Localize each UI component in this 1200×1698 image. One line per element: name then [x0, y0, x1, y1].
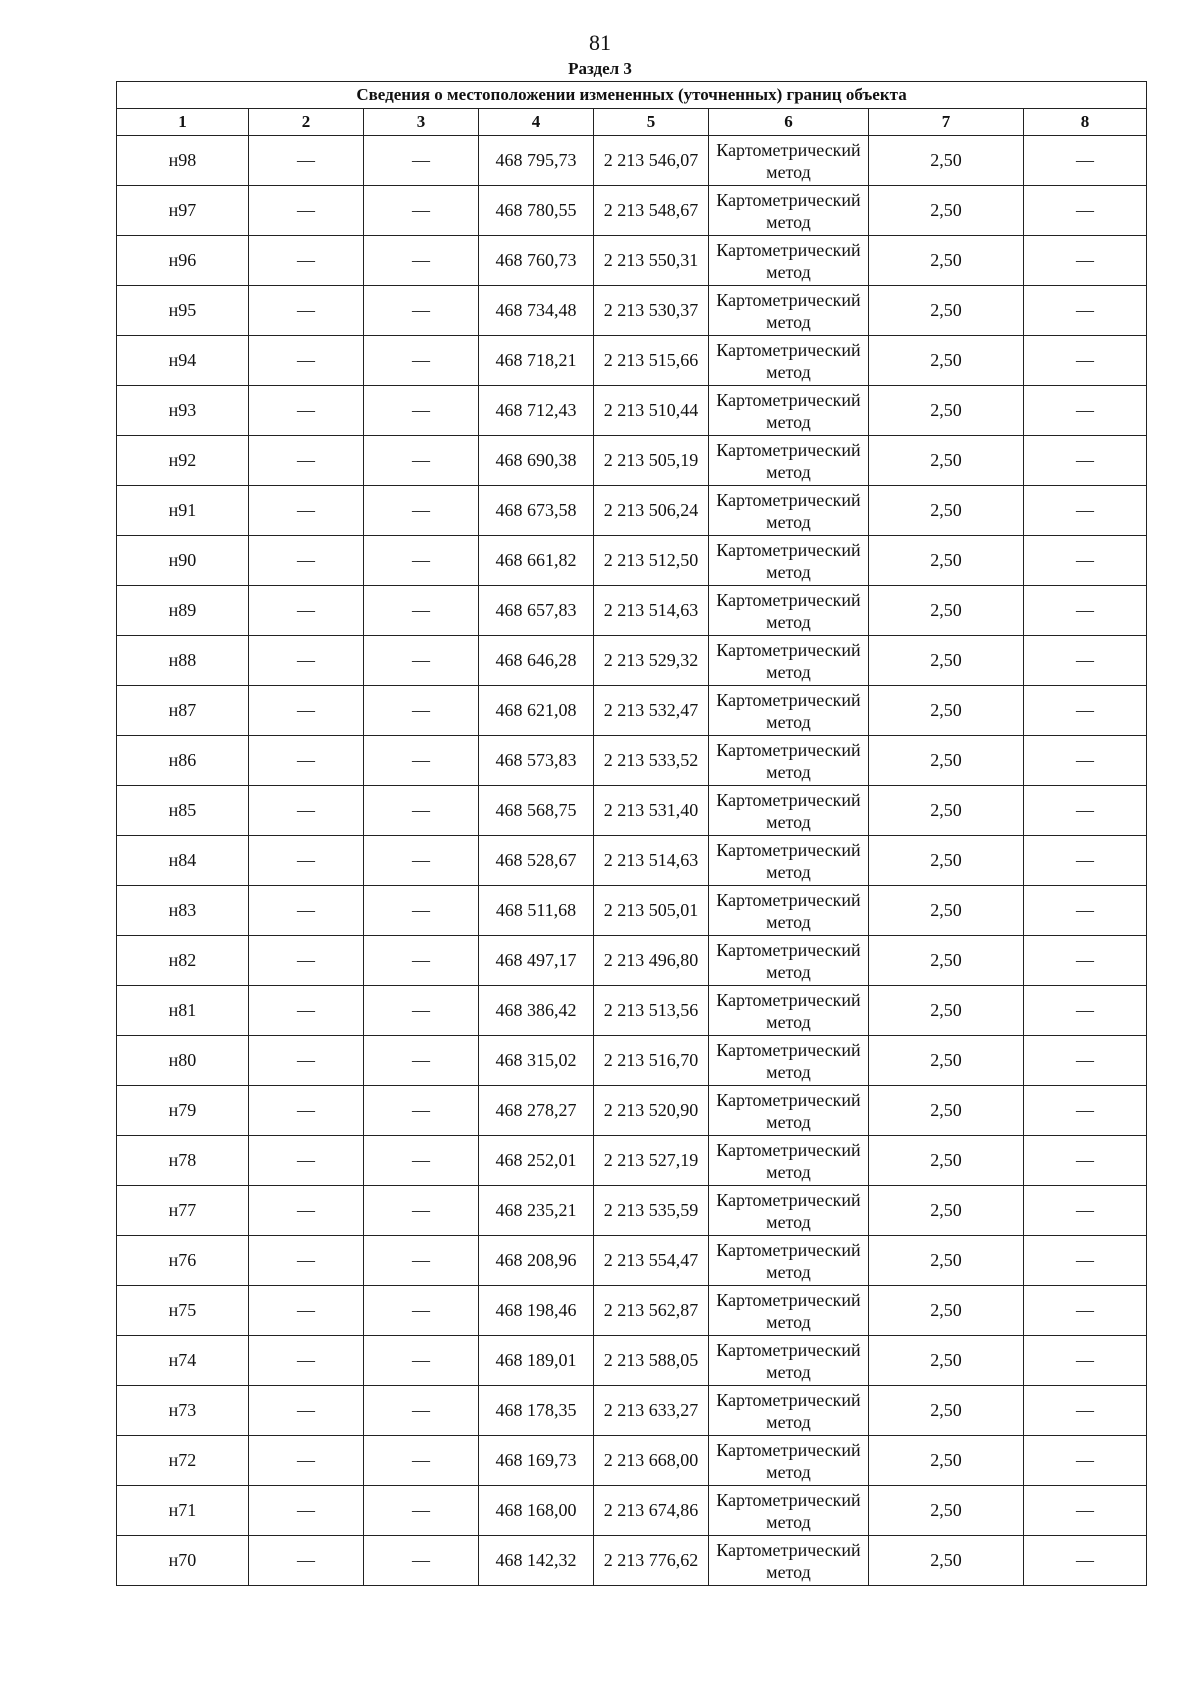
- accuracy-cell: 2,50: [869, 736, 1024, 786]
- accuracy-cell: 2,50: [869, 786, 1024, 836]
- empty-cell: —: [364, 586, 479, 636]
- empty-cell: —: [364, 836, 479, 886]
- empty-cell: —: [249, 936, 364, 986]
- accuracy-cell: 2,50: [869, 286, 1024, 336]
- accuracy-cell: 2,50: [869, 1486, 1024, 1536]
- empty-cell: —: [364, 686, 479, 736]
- coordinates-table: [116, 81, 1147, 1586]
- empty-cell: —: [249, 636, 364, 686]
- x-coordinate-cell: 468 497,17: [479, 936, 594, 986]
- empty-cell: —: [249, 1186, 364, 1236]
- y-coordinate-cell: 2 213 548,67: [594, 186, 709, 236]
- method-cell: Картометрический метод: [709, 786, 869, 836]
- accuracy-cell: 2,50: [869, 386, 1024, 436]
- accuracy-cell: 2,50: [869, 1436, 1024, 1486]
- method-cell: Картометрический метод: [709, 636, 869, 686]
- y-coordinate-cell: 2 213 516,70: [594, 1036, 709, 1086]
- accuracy-cell: 2,50: [869, 536, 1024, 586]
- column-number: 4: [479, 109, 594, 136]
- accuracy-cell: 2,50: [869, 136, 1024, 186]
- method-cell: Картометрический метод: [709, 936, 869, 986]
- point-cell: н91: [117, 486, 249, 536]
- accuracy-cell: 2,50: [869, 986, 1024, 1036]
- x-coordinate-cell: 468 780,55: [479, 186, 594, 236]
- empty-cell: —: [364, 186, 479, 236]
- empty-cell: —: [1024, 436, 1147, 486]
- x-coordinate-cell: 468 718,21: [479, 336, 594, 386]
- x-coordinate-cell: 468 235,21: [479, 1186, 594, 1236]
- x-coordinate-cell: 468 528,67: [479, 836, 594, 886]
- table-row: [117, 1386, 1147, 1436]
- empty-cell: —: [249, 536, 364, 586]
- table-row: [117, 636, 1147, 686]
- empty-cell: —: [364, 886, 479, 936]
- y-coordinate-cell: 2 213 531,40: [594, 786, 709, 836]
- empty-cell: —: [364, 536, 479, 586]
- accuracy-cell: 2,50: [869, 336, 1024, 386]
- x-coordinate-cell: 468 690,38: [479, 436, 594, 486]
- empty-cell: —: [364, 636, 479, 686]
- y-coordinate-cell: 2 213 512,50: [594, 536, 709, 586]
- method-cell: Картометрический метод: [709, 486, 869, 536]
- empty-cell: —: [364, 486, 479, 536]
- accuracy-cell: 2,50: [869, 186, 1024, 236]
- accuracy-cell: 2,50: [869, 1286, 1024, 1336]
- section-title: Раздел 3: [568, 59, 632, 78]
- empty-cell: —: [249, 1286, 364, 1336]
- point-cell: н80: [117, 1036, 249, 1086]
- y-coordinate-cell: 2 213 776,62: [594, 1536, 709, 1586]
- table-row: [117, 1136, 1147, 1186]
- accuracy-cell: 2,50: [869, 1086, 1024, 1136]
- empty-cell: —: [249, 486, 364, 536]
- column-number: 3: [364, 109, 479, 136]
- x-coordinate-cell: 468 573,83: [479, 736, 594, 786]
- table-row: [117, 1236, 1147, 1286]
- empty-cell: —: [249, 736, 364, 786]
- empty-cell: —: [1024, 486, 1147, 536]
- method-cell: Картометрический метод: [709, 236, 869, 286]
- accuracy-cell: 2,50: [869, 1036, 1024, 1086]
- y-coordinate-cell: 2 213 514,63: [594, 836, 709, 886]
- table-row: [117, 1286, 1147, 1336]
- table-row: [117, 886, 1147, 936]
- x-coordinate-cell: 468 142,32: [479, 1536, 594, 1586]
- y-coordinate-cell: 2 213 562,87: [594, 1286, 709, 1336]
- empty-cell: —: [249, 886, 364, 936]
- y-coordinate-cell: 2 213 506,24: [594, 486, 709, 536]
- empty-cell: —: [249, 786, 364, 836]
- method-cell: Картометрический метод: [709, 1286, 869, 1336]
- x-coordinate-cell: 468 646,28: [479, 636, 594, 686]
- table-row: [117, 586, 1147, 636]
- empty-cell: —: [364, 1486, 479, 1536]
- y-coordinate-cell: 2 213 588,05: [594, 1336, 709, 1386]
- point-cell: н82: [117, 936, 249, 986]
- empty-cell: —: [1024, 386, 1147, 436]
- point-cell: н74: [117, 1336, 249, 1386]
- empty-cell: —: [249, 336, 364, 386]
- empty-cell: —: [364, 336, 479, 386]
- accuracy-cell: 2,50: [869, 686, 1024, 736]
- table-row: [117, 1186, 1147, 1236]
- y-coordinate-cell: 2 213 532,47: [594, 686, 709, 736]
- empty-cell: —: [364, 1436, 479, 1486]
- empty-cell: —: [1024, 1386, 1147, 1436]
- point-cell: н77: [117, 1186, 249, 1236]
- table-row: [117, 236, 1147, 286]
- y-coordinate-cell: 2 213 513,56: [594, 986, 709, 1036]
- empty-cell: —: [249, 1236, 364, 1286]
- empty-cell: —: [364, 1136, 479, 1186]
- y-coordinate-cell: 2 213 674,86: [594, 1486, 709, 1536]
- y-coordinate-cell: 2 213 550,31: [594, 236, 709, 286]
- accuracy-cell: 2,50: [869, 1186, 1024, 1236]
- point-cell: н93: [117, 386, 249, 436]
- y-coordinate-cell: 2 213 514,63: [594, 586, 709, 636]
- page-number: 81: [589, 30, 611, 55]
- empty-cell: —: [249, 1386, 364, 1436]
- method-cell: Картометрический метод: [709, 436, 869, 486]
- y-coordinate-cell: 2 213 505,01: [594, 886, 709, 936]
- empty-cell: —: [249, 286, 364, 336]
- y-coordinate-cell: 2 213 668,00: [594, 1436, 709, 1486]
- accuracy-cell: 2,50: [869, 936, 1024, 986]
- table-row: [117, 486, 1147, 536]
- point-cell: н81: [117, 986, 249, 1036]
- empty-cell: —: [1024, 586, 1147, 636]
- column-number: 5: [594, 109, 709, 136]
- method-cell: Картометрический метод: [709, 736, 869, 786]
- empty-cell: —: [1024, 536, 1147, 586]
- empty-cell: —: [1024, 636, 1147, 686]
- empty-cell: —: [364, 1536, 479, 1586]
- empty-cell: —: [249, 1436, 364, 1486]
- empty-cell: —: [1024, 886, 1147, 936]
- column-number: 1: [117, 109, 249, 136]
- method-cell: Картометрический метод: [709, 386, 869, 436]
- table-row: [117, 686, 1147, 736]
- point-cell: н87: [117, 686, 249, 736]
- method-cell: Картометрический метод: [709, 1136, 869, 1186]
- empty-cell: —: [1024, 1336, 1147, 1386]
- empty-cell: —: [249, 186, 364, 236]
- empty-cell: —: [1024, 1486, 1147, 1536]
- accuracy-cell: 2,50: [869, 886, 1024, 936]
- empty-cell: —: [1024, 236, 1147, 286]
- table-row: [117, 336, 1147, 386]
- y-coordinate-cell: 2 213 554,47: [594, 1236, 709, 1286]
- table-title: Сведения о местоположении измененных (уточненных) границ объекта: [117, 82, 1147, 109]
- point-cell: н70: [117, 1536, 249, 1586]
- empty-cell: —: [249, 1136, 364, 1186]
- empty-cell: —: [249, 586, 364, 636]
- accuracy-cell: 2,50: [869, 636, 1024, 686]
- accuracy-cell: 2,50: [869, 236, 1024, 286]
- accuracy-cell: 2,50: [869, 486, 1024, 536]
- table-row: [117, 986, 1147, 1036]
- table-row: [117, 1086, 1147, 1136]
- x-coordinate-cell: 468 511,68: [479, 886, 594, 936]
- x-coordinate-cell: 468 208,96: [479, 1236, 594, 1286]
- y-coordinate-cell: 2 213 527,19: [594, 1136, 709, 1186]
- empty-cell: —: [249, 436, 364, 486]
- empty-cell: —: [249, 236, 364, 286]
- x-coordinate-cell: 468 712,43: [479, 386, 594, 436]
- point-cell: н90: [117, 536, 249, 586]
- x-coordinate-cell: 468 760,73: [479, 236, 594, 286]
- x-coordinate-cell: 468 568,75: [479, 786, 594, 836]
- method-cell: Картометрический метод: [709, 1386, 869, 1436]
- table-body: [117, 136, 1147, 1586]
- x-coordinate-cell: 468 189,01: [479, 1336, 594, 1386]
- method-cell: Картометрический метод: [709, 586, 869, 636]
- x-coordinate-cell: 468 657,83: [479, 586, 594, 636]
- empty-cell: —: [1024, 1136, 1147, 1186]
- method-cell: Картометрический метод: [709, 886, 869, 936]
- method-cell: Картометрический метод: [709, 1536, 869, 1586]
- point-cell: н76: [117, 1236, 249, 1286]
- empty-cell: —: [249, 1336, 364, 1386]
- y-coordinate-cell: 2 213 530,37: [594, 286, 709, 336]
- empty-cell: —: [1024, 986, 1147, 1036]
- method-cell: Картометрический метод: [709, 1236, 869, 1286]
- empty-cell: —: [249, 1086, 364, 1136]
- empty-cell: —: [1024, 1286, 1147, 1336]
- table-row: [117, 1536, 1147, 1586]
- method-cell: Картометрический метод: [709, 1486, 869, 1536]
- empty-cell: —: [364, 286, 479, 336]
- x-coordinate-cell: 468 169,73: [479, 1436, 594, 1486]
- empty-cell: —: [1024, 186, 1147, 236]
- x-coordinate-cell: 468 178,35: [479, 1386, 594, 1436]
- table-row: [117, 436, 1147, 486]
- point-cell: н84: [117, 836, 249, 886]
- column-number-row: [117, 109, 1147, 136]
- method-cell: Картометрический метод: [709, 836, 869, 886]
- y-coordinate-cell: 2 213 496,80: [594, 936, 709, 986]
- x-coordinate-cell: 468 252,01: [479, 1136, 594, 1186]
- point-cell: н75: [117, 1286, 249, 1336]
- empty-cell: —: [1024, 286, 1147, 336]
- x-coordinate-cell: 468 198,46: [479, 1286, 594, 1336]
- empty-cell: —: [1024, 1236, 1147, 1286]
- empty-cell: —: [364, 1386, 479, 1436]
- table-row: [117, 1486, 1147, 1536]
- table-row: [117, 1436, 1147, 1486]
- accuracy-cell: 2,50: [869, 1136, 1024, 1186]
- empty-cell: —: [364, 936, 479, 986]
- empty-cell: —: [1024, 836, 1147, 886]
- empty-cell: —: [249, 986, 364, 1036]
- table-row: [117, 1336, 1147, 1386]
- table-row: [117, 386, 1147, 436]
- x-coordinate-cell: 468 673,58: [479, 486, 594, 536]
- empty-cell: —: [364, 786, 479, 836]
- empty-cell: —: [249, 1036, 364, 1086]
- y-coordinate-cell: 2 213 515,66: [594, 336, 709, 386]
- x-coordinate-cell: 468 168,00: [479, 1486, 594, 1536]
- point-cell: н88: [117, 636, 249, 686]
- column-number: 2: [249, 109, 364, 136]
- method-cell: Картометрический метод: [709, 1436, 869, 1486]
- empty-cell: —: [249, 686, 364, 736]
- y-coordinate-cell: 2 213 510,44: [594, 386, 709, 436]
- x-coordinate-cell: 468 621,08: [479, 686, 594, 736]
- accuracy-cell: 2,50: [869, 1386, 1024, 1436]
- accuracy-cell: 2,50: [869, 1536, 1024, 1586]
- table-row: [117, 186, 1147, 236]
- column-number: 8: [1024, 109, 1147, 136]
- table-row: [117, 936, 1147, 986]
- accuracy-cell: 2,50: [869, 586, 1024, 636]
- empty-cell: —: [364, 386, 479, 436]
- empty-cell: —: [1024, 1436, 1147, 1486]
- accuracy-cell: 2,50: [869, 1236, 1024, 1286]
- method-cell: Картометрический метод: [709, 986, 869, 1036]
- point-cell: н83: [117, 886, 249, 936]
- empty-cell: —: [249, 386, 364, 436]
- empty-cell: —: [364, 436, 479, 486]
- x-coordinate-cell: 468 315,02: [479, 1036, 594, 1086]
- point-cell: н79: [117, 1086, 249, 1136]
- empty-cell: —: [1024, 1036, 1147, 1086]
- point-cell: н73: [117, 1386, 249, 1436]
- empty-cell: —: [364, 1036, 479, 1086]
- point-cell: н71: [117, 1486, 249, 1536]
- table-row: [117, 1036, 1147, 1086]
- method-cell: Картометрический метод: [709, 536, 869, 586]
- empty-cell: —: [1024, 736, 1147, 786]
- accuracy-cell: 2,50: [869, 836, 1024, 886]
- y-coordinate-cell: 2 213 520,90: [594, 1086, 709, 1136]
- x-coordinate-cell: 468 661,82: [479, 536, 594, 586]
- y-coordinate-cell: 2 213 546,07: [594, 136, 709, 186]
- point-cell: н98: [117, 136, 249, 186]
- empty-cell: —: [249, 136, 364, 186]
- empty-cell: —: [364, 1236, 479, 1286]
- empty-cell: —: [1024, 1186, 1147, 1236]
- point-cell: н72: [117, 1436, 249, 1486]
- table-row: [117, 286, 1147, 336]
- y-coordinate-cell: 2 213 505,19: [594, 436, 709, 486]
- point-cell: н89: [117, 586, 249, 636]
- x-coordinate-cell: 468 386,42: [479, 986, 594, 1036]
- empty-cell: —: [1024, 786, 1147, 836]
- x-coordinate-cell: 468 278,27: [479, 1086, 594, 1136]
- table-row: [117, 786, 1147, 836]
- empty-cell: —: [249, 1486, 364, 1536]
- y-coordinate-cell: 2 213 633,27: [594, 1386, 709, 1436]
- method-cell: Картометрический метод: [709, 286, 869, 336]
- point-cell: н85: [117, 786, 249, 836]
- table-row: [117, 536, 1147, 586]
- method-cell: Картометрический метод: [709, 686, 869, 736]
- empty-cell: —: [364, 986, 479, 1036]
- point-cell: н96: [117, 236, 249, 286]
- accuracy-cell: 2,50: [869, 1336, 1024, 1386]
- accuracy-cell: 2,50: [869, 436, 1024, 486]
- point-cell: н95: [117, 286, 249, 336]
- empty-cell: —: [1024, 686, 1147, 736]
- empty-cell: —: [1024, 136, 1147, 186]
- table-row: [117, 836, 1147, 886]
- method-cell: Картометрический метод: [709, 1336, 869, 1386]
- column-number: 7: [869, 109, 1024, 136]
- empty-cell: —: [1024, 336, 1147, 386]
- method-cell: Картометрический метод: [709, 1186, 869, 1236]
- point-cell: н94: [117, 336, 249, 386]
- empty-cell: —: [249, 1536, 364, 1586]
- empty-cell: —: [1024, 1536, 1147, 1586]
- empty-cell: —: [364, 1086, 479, 1136]
- y-coordinate-cell: 2 213 529,32: [594, 636, 709, 686]
- empty-cell: —: [364, 1336, 479, 1386]
- empty-cell: —: [364, 236, 479, 286]
- empty-cell: —: [1024, 1086, 1147, 1136]
- y-coordinate-cell: 2 213 533,52: [594, 736, 709, 786]
- column-number: 6: [709, 109, 869, 136]
- method-cell: Картометрический метод: [709, 336, 869, 386]
- table-row: [117, 736, 1147, 786]
- empty-cell: —: [1024, 936, 1147, 986]
- method-cell: Картометрический метод: [709, 1036, 869, 1086]
- y-coordinate-cell: 2 213 535,59: [594, 1186, 709, 1236]
- x-coordinate-cell: 468 795,73: [479, 136, 594, 186]
- empty-cell: —: [364, 1186, 479, 1236]
- point-cell: н97: [117, 186, 249, 236]
- empty-cell: —: [364, 1286, 479, 1336]
- empty-cell: —: [364, 136, 479, 186]
- method-cell: Картометрический метод: [709, 1086, 869, 1136]
- empty-cell: —: [364, 736, 479, 786]
- method-cell: Картометрический метод: [709, 186, 869, 236]
- table-row: [117, 136, 1147, 186]
- empty-cell: —: [249, 836, 364, 886]
- point-cell: н78: [117, 1136, 249, 1186]
- method-cell: Картометрический метод: [709, 136, 869, 186]
- point-cell: н92: [117, 436, 249, 486]
- x-coordinate-cell: 468 734,48: [479, 286, 594, 336]
- point-cell: н86: [117, 736, 249, 786]
